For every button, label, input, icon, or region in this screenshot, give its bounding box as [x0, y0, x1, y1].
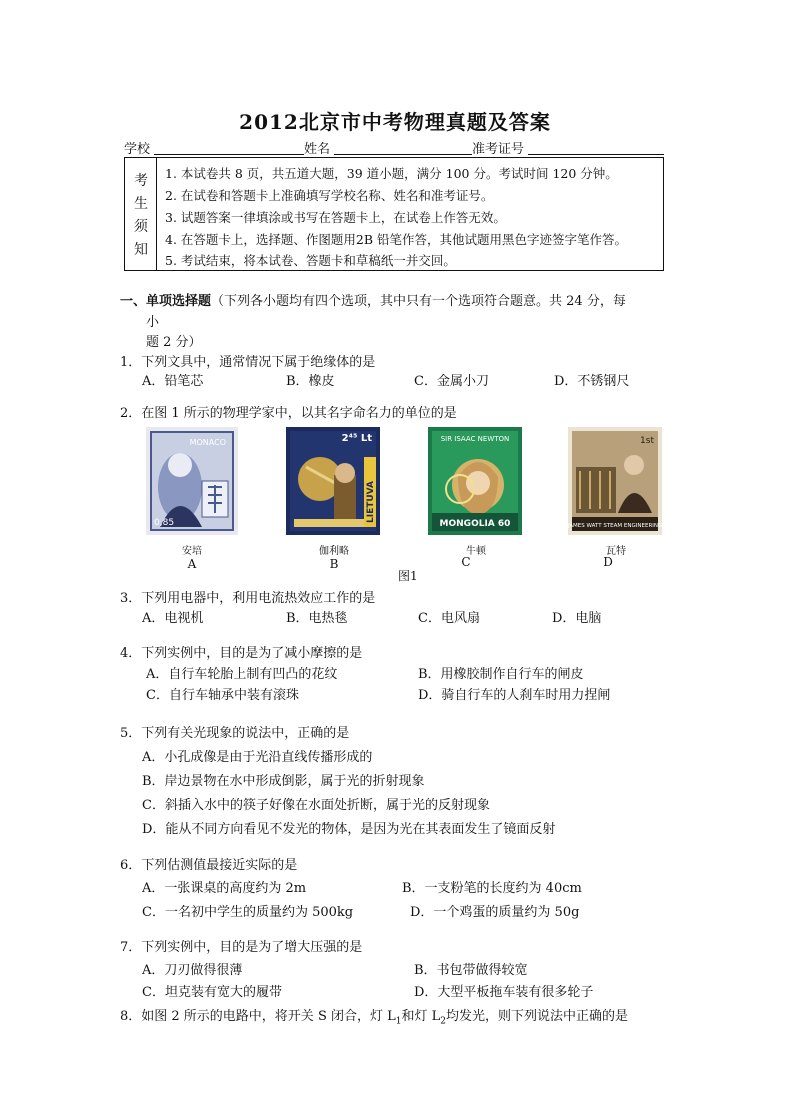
option: A．刀刃做得很薄 [142, 963, 243, 978]
option: C．坦克装有宽大的履带 [142, 985, 282, 1000]
name-blank [334, 154, 472, 155]
option: B．书包带做得较宽 [414, 963, 528, 978]
option: A．铅笔芯 [142, 374, 204, 389]
option: B．岸边景物在水中形成倒影，属于光的折射现象 [142, 774, 425, 789]
option: C．一名初中学生的质量约为 500kg [142, 905, 354, 920]
question-stem: 5．下列有关光现象的说法中，正确的是 [120, 726, 350, 741]
notice-side-char: 知 [134, 242, 148, 258]
option: A．自行车轮胎上制有凹凸的花纹 [146, 667, 338, 682]
stamp-text: LIETUVA [366, 481, 376, 523]
exam-no-label: 准考证号 [472, 142, 525, 157]
stamp-label: A [187, 557, 197, 571]
option: C．电风扇 [418, 611, 480, 626]
school-blank [154, 154, 304, 155]
stamp-label: D [603, 555, 613, 569]
stamp-galileo [286, 427, 380, 535]
notice-box [124, 157, 664, 271]
stamp-caption: 牛顿 [466, 546, 486, 557]
question-stem: 1．下列文具中，通常情况下属于绝缘体的是 [120, 355, 376, 370]
stamp-text: 0,85 [154, 518, 175, 528]
option: C．斜插入水中的筷子好像在水面处折断，属于光的反射现象 [142, 798, 490, 813]
question-stem [120, 1005, 628, 1027]
notice-item: 3. 试题答案一律填涂或书写在答题卡上，在试卷上作答无效。 [165, 210, 506, 225]
q8-text: 8．如图 2 所示的电路中，将开关 S 闭合，灯 L [120, 1009, 396, 1024]
stamp-text: MONACO [189, 438, 226, 447]
stamp-text: JAMES WATT STEAM ENGINEERING [568, 523, 662, 529]
stamp-label: C [461, 555, 471, 569]
question-stem: 7．下列实例中，目的是为了增大压强的是 [120, 940, 363, 955]
option: D．一个鸡蛋的质量约为 50g [410, 905, 580, 920]
option: A．小孔成像是由于光沿直线传播形成的 [142, 750, 373, 765]
stamp-caption: 瓦特 [606, 546, 626, 557]
option: B．电热毯 [286, 611, 348, 626]
option: D．电脑 [552, 611, 602, 626]
figure-caption: 图1 [398, 569, 418, 583]
option: D．大型平板拖车装有很多轮子 [414, 985, 594, 1000]
stamp-newton [428, 427, 522, 535]
option: A．一张课桌的高度约为 2m [142, 881, 307, 896]
notice-side-char: 生 [134, 196, 148, 212]
q8-text: 均发光，则下列说法中正确的是 [445, 1009, 628, 1024]
option: C．金属小刀 [414, 374, 489, 389]
q8-text: 和灯 L [401, 1009, 441, 1024]
notice-side-char: 考 [134, 173, 148, 189]
notice-side [125, 158, 157, 270]
option: D．不锈钢尺 [554, 374, 630, 389]
notice-item: 5. 考试结束，将本试卷、答题卡和草稿纸一并交回。 [165, 253, 456, 268]
question-stem: 3．下列用电器中，利用电流热效应工作的是 [120, 591, 376, 606]
stamp-ampere [146, 427, 238, 535]
exam-no-blank [528, 154, 664, 155]
school-label: 学校 [124, 142, 151, 157]
name-label: 姓名 [304, 142, 331, 157]
question-stem: 6．下列估测值最接近实际的是 [120, 858, 298, 873]
section-heading [120, 290, 626, 309]
question-stem: 4．下列实例中，目的是为了减小摩擦的是 [120, 646, 363, 661]
section-desc: （下列各小题均有四个选项，其中只有一个选项符合题意。共 24 分，每 [211, 294, 626, 309]
stamp-text: 2⁴⁵ Lt [341, 433, 372, 444]
section-title: 一、单项选择题 [120, 294, 212, 309]
notice-side-char: 须 [134, 219, 148, 235]
option: A．电视机 [142, 611, 204, 626]
option: D．骑自行车的人刹车时用力捏闸 [418, 688, 611, 703]
option: D．能从不同方向看见不发光的物体，是因为光在其表面发生了镜面反射 [142, 822, 556, 837]
q8-sub: 2 [440, 1016, 446, 1027]
page-title: 2012北京市中考物理真题及答案 [239, 110, 551, 134]
q8-sub: 1 [395, 1016, 402, 1027]
option: C．自行车轴承中装有滚珠 [146, 688, 299, 703]
notice-item: 2. 在试卷和答题卡上准确填写学校名称、姓名和准考证号。 [165, 188, 494, 203]
info-line [124, 138, 664, 156]
option: B．用橡胶制作自行车的闸皮 [418, 667, 584, 682]
stamp-text: SIR ISAAC NEWTON [440, 435, 510, 443]
notice-item: 1. 本试卷共 8 页，共五道大题，39 道小题，满分 100 分。考试时间 120 分钟。 [165, 166, 618, 181]
stamp-text: 1st [640, 436, 654, 446]
stamp-text: MONGOLIA 60 [439, 519, 511, 529]
option: B．橡皮 [286, 374, 335, 389]
notice-item: 4. 在答题卡上，选择题、作图题用2B 铅笔作答，其他试题用黑色字迹签字笔作答。 [165, 232, 628, 247]
stamp-caption: 伽利略 [319, 546, 349, 557]
stamp-caption: 安培 [182, 546, 202, 557]
question-stem: 2．在图 1 所示的物理学家中，以其名字命名力的单位的是 [120, 406, 457, 421]
section-desc-cont: 小 [146, 315, 160, 330]
section-desc-cont: 题 2 分） [146, 335, 202, 350]
stamp-label: B [329, 557, 339, 571]
stamp-watt [568, 427, 662, 535]
option: B．一支粉笔的长度约为 40cm [402, 881, 582, 896]
